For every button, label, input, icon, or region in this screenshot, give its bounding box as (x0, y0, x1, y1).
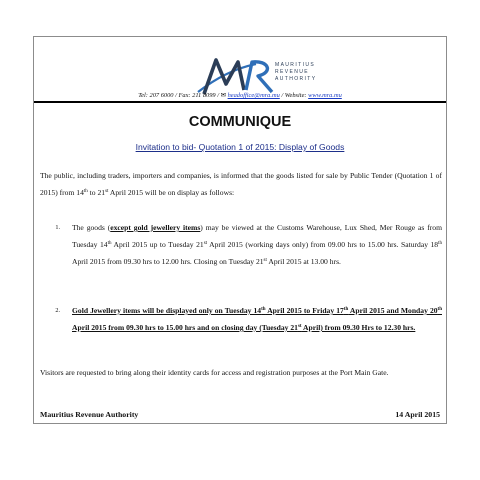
page-title: COMMUNIQUE (188, 114, 292, 130)
list-item-number: 2. (55, 307, 60, 314)
email-link[interactable]: headoffice@mra.mu (227, 92, 280, 99)
closing-paragraph: Visitors are requested to bring along their identity cards for access and registration purposes at the Port Main Gate. (40, 368, 389, 377)
logo-word-2: REVENUE (275, 69, 309, 75)
contact-line (34, 91, 446, 99)
website-link[interactable]: www.mra.mu (308, 92, 342, 99)
header-divider (34, 101, 446, 103)
telephone: Tel: 207 6000 / (138, 92, 177, 99)
fax: Fax: 211 8099 / (178, 92, 219, 99)
logo-text (275, 62, 317, 83)
footer-date: 14 April 2015 (395, 410, 440, 419)
logo-word-3: AUTHORITY (275, 76, 317, 82)
list-item-number: 1. (55, 224, 60, 231)
logo-letter-r (246, 62, 272, 92)
subtitle: Invitation to bid- Quotation 1 of 2015: Display of Goods (135, 142, 345, 152)
list-item-text: Gold Jewellery items will be displayed only on Tuesday 14th April 2015 to Friday 17th April 2015 and Monday 20th April 2015 from 09.30 hrs to 15.00 hrs and on closing day (Tuesday 21st April) from 09.30 Hrs to 12.30 hrs. (72, 306, 442, 332)
footer-organisation: Mauritius Revenue Authority (40, 410, 139, 419)
website-label: Website: (284, 92, 307, 99)
logo-word-1: MAURITIUS (275, 62, 316, 68)
envelope-icon: ✉ (220, 92, 226, 99)
contact-separator: / (281, 92, 284, 99)
logo-letter-m (204, 60, 244, 94)
list-item-text: The goods (except gold jewellery items) may be viewed at the Customs Warehouse, Lux Shed, Mer Rouge as from Tuesday 14th April 2015 up to Tuesday 21st April 2015 (working days only) from 09.00 hrs to 15.00 hrs. Saturday 18th April 2015 from 09.30 hrs to 12.00 hrs. Closing on Tuesday 21st April 2015 at 13.00 hrs. (72, 223, 442, 266)
intro-paragraph: The public, including traders, importers and companies, is informed that the goods listed for sale by Public Tender (Quotation 1 of 2015) from 14th to 21st April 2015 will be on display as follows: (40, 171, 442, 197)
